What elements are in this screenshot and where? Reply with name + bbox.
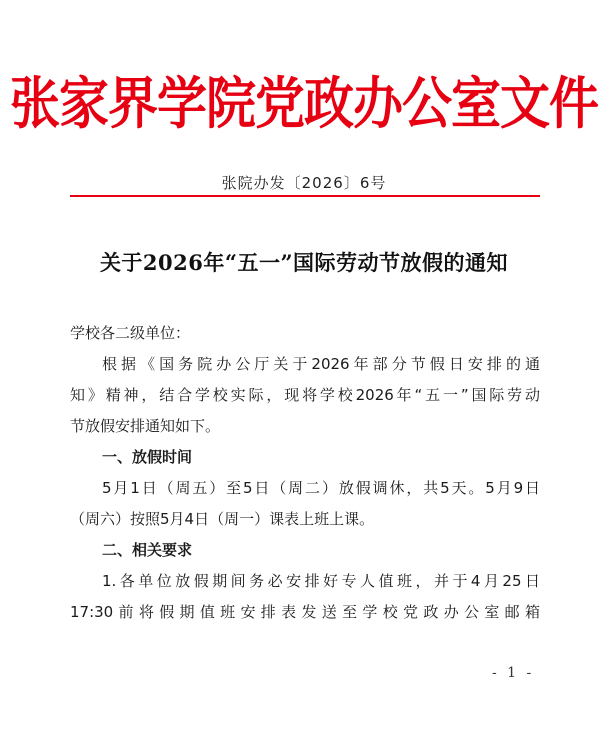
paragraph-line: 知》精神，结合学校实际，现将学校2026年“五一”国际劳动	[70, 386, 540, 404]
section-heading: 一、放假时间	[102, 448, 193, 466]
paragraph-line: 节放假安排通知如下。	[70, 417, 221, 435]
masthead-title: 张家界学院党政办公室文件	[10, 70, 598, 137]
notice-title: 关于2026年“五一”国际劳动节放假的通知	[99, 250, 509, 275]
document-number: 张院办发〔2026〕6号	[221, 174, 387, 192]
page-number: - 1 -	[492, 665, 535, 681]
notice-body	[70, 318, 540, 628]
salutation: 学校各二级单位：	[70, 324, 191, 342]
paragraph-line: 5月1日（周五）至5日（周二）放假调休，共5天。5月9日	[102, 479, 540, 497]
section-heading: 二、相关要求	[102, 541, 193, 559]
paragraph-line: （周六）按照5月4日（周一）课表上班上课。	[70, 510, 375, 528]
red-divider-line	[70, 195, 540, 197]
paragraph-line: 根据《国务院办公厅关于2026年部分节假日安排的通	[102, 355, 540, 373]
paragraph-line: 17:30前将假期值班安排表发送至学校党政办公室邮箱	[70, 603, 540, 621]
paragraph-line: 1.各单位放假期间务必安排好专人值班，并于4月25日	[102, 572, 540, 590]
